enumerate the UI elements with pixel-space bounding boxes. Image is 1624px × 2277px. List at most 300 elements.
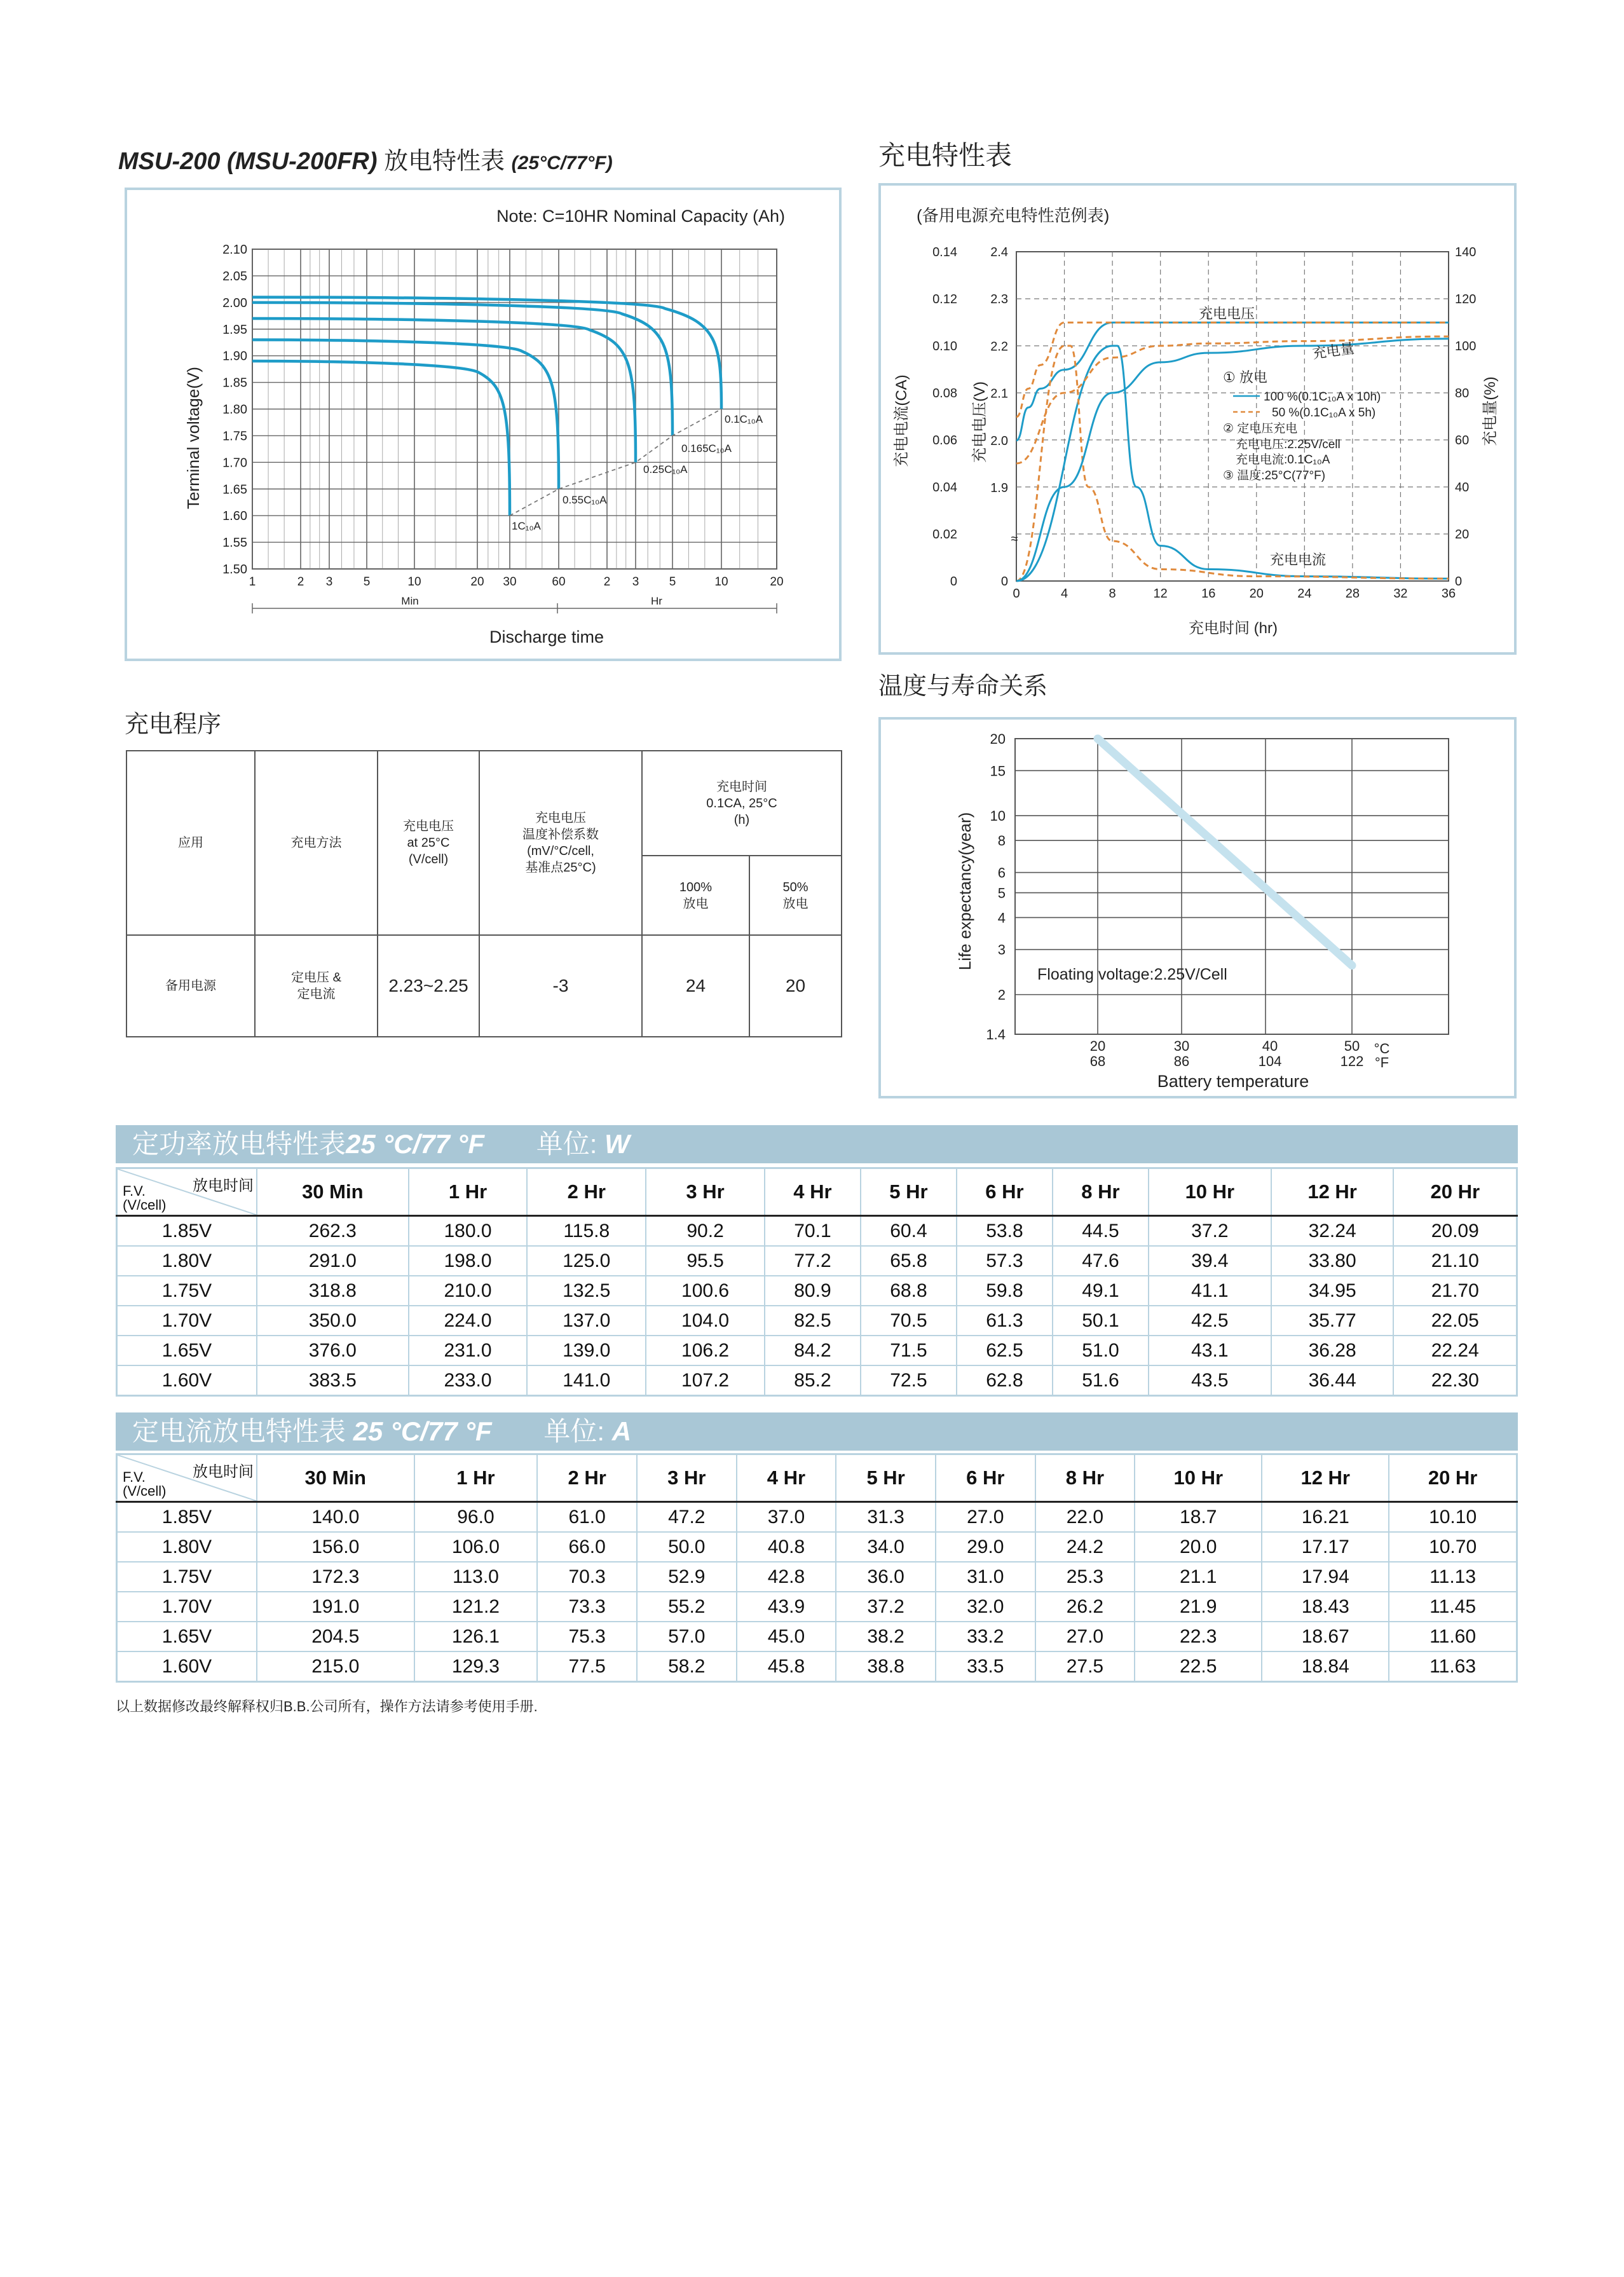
- value-cell: 22.3: [1135, 1622, 1262, 1651]
- value-cell: 34.0: [836, 1532, 936, 1562]
- value-cell: 37.2: [836, 1592, 936, 1622]
- power-unit: W: [604, 1129, 630, 1159]
- y-tick-label: 4: [997, 910, 1006, 926]
- y-tick-label: 1.4: [986, 1027, 1006, 1043]
- value-cell: 129.3: [414, 1651, 538, 1682]
- value-cell: 291.0: [257, 1246, 409, 1276]
- value-cell: 383.5: [257, 1365, 409, 1396]
- column-header: 2 Hr: [527, 1168, 646, 1216]
- final-voltage-cell: 1.70V: [117, 1306, 257, 1336]
- current-table-title: 定电流放电特性表: [132, 1416, 346, 1446]
- discharge-y-ticks: [222, 243, 247, 577]
- legend-cv-current: 充电电流:0.1C₁₀A: [1236, 453, 1330, 467]
- percent-tick-label: 60: [1455, 434, 1470, 448]
- value-cell: 40.8: [737, 1532, 836, 1562]
- value-cell: 22.0: [1035, 1502, 1135, 1533]
- column-header: 30 Min: [257, 1168, 409, 1216]
- value-cell: 18.7: [1135, 1502, 1262, 1533]
- current-tick-label: 0.14: [932, 245, 957, 259]
- value-cell: 262.3: [257, 1216, 409, 1247]
- voltage-tick-label: 0: [1000, 575, 1008, 589]
- x-tick-celsius: 30: [1173, 1038, 1190, 1054]
- value-cell: 47.2: [637, 1502, 737, 1533]
- value-cell: 115.8: [527, 1216, 646, 1247]
- celsius-unit: °C: [1374, 1041, 1390, 1056]
- y-tick-label: 1.85: [222, 376, 247, 390]
- value-cell: 70.1: [765, 1216, 861, 1247]
- value-cell: 22.24: [1393, 1336, 1517, 1365]
- power-table-band: [116, 1125, 1518, 1163]
- x-tick-label: 2: [297, 575, 304, 589]
- column-header: 6 Hr: [957, 1168, 1053, 1216]
- x-tick-celsius: 20: [1089, 1038, 1106, 1054]
- x-tick-label: 5: [363, 575, 371, 589]
- table-row: [117, 1651, 1517, 1682]
- value-cell: 233.0: [409, 1365, 528, 1396]
- value-cell: 45.0: [737, 1622, 836, 1651]
- value-cell: 85.2: [765, 1365, 861, 1396]
- percent-tick-label: 100: [1455, 339, 1477, 353]
- current-table: [116, 1453, 1518, 1683]
- value-cell: 350.0: [257, 1306, 409, 1336]
- column-header: 8 Hr: [1053, 1168, 1149, 1216]
- value-cell: 132.5: [527, 1276, 646, 1306]
- column-header: 20 Hr: [1393, 1168, 1517, 1216]
- value-cell: 68.8: [861, 1276, 957, 1306]
- legend-50: 50 %(0.1C₁₀A x 5h): [1272, 406, 1376, 420]
- value-cell: 38.8: [836, 1651, 936, 1682]
- percent-tick-label: 20: [1455, 528, 1470, 542]
- life-chart-frame: [878, 717, 1517, 1098]
- value-cell: 72.5: [861, 1365, 957, 1396]
- y-tick-label: 10: [990, 808, 1006, 824]
- table-row: [117, 1336, 1517, 1365]
- life-chart-title: 温度与寿命关系: [878, 673, 1048, 700]
- value-cell: 59.8: [957, 1276, 1053, 1306]
- charge-procedure-title: 充电程序: [125, 711, 222, 738]
- column-header: 8 Hr: [1035, 1454, 1135, 1502]
- x-tick-label: 12: [1153, 587, 1168, 601]
- y-tick-label: 1.65: [222, 482, 247, 497]
- x-tick-label: 10: [714, 575, 728, 589]
- value-cell: 42.5: [1149, 1306, 1271, 1336]
- cell-voltage: 2.23~2.25: [378, 935, 479, 1037]
- x-tick-celsius: 50: [1344, 1038, 1360, 1054]
- value-cell: 27.0: [1035, 1622, 1135, 1651]
- x-tick-label: 2: [603, 575, 611, 589]
- y-tick-label: 1.80: [222, 402, 247, 417]
- corner-header: [117, 1454, 257, 1502]
- value-cell: 49.1: [1053, 1276, 1149, 1306]
- power-unit-label: 单位:: [536, 1129, 597, 1159]
- final-voltage-cell: 1.85V: [117, 1216, 257, 1247]
- final-voltage-cell: 1.75V: [117, 1276, 257, 1306]
- x-tick-label: 60: [552, 575, 566, 589]
- value-cell: 31.3: [836, 1502, 936, 1533]
- table-row: [117, 1276, 1517, 1306]
- value-cell: 90.2: [646, 1216, 765, 1247]
- value-cell: 57.0: [637, 1622, 737, 1651]
- value-cell: 106.2: [646, 1336, 765, 1365]
- column-header: 4 Hr: [765, 1168, 861, 1216]
- value-cell: 11.45: [1389, 1592, 1517, 1622]
- x-tick-label: 20: [1249, 587, 1264, 601]
- value-cell: 70.3: [537, 1562, 637, 1592]
- column-header: 30 Min: [257, 1454, 414, 1502]
- final-voltage-cell: 1.65V: [117, 1336, 257, 1365]
- column-header: 1 Hr: [414, 1454, 538, 1502]
- axis-break-mark: ≈: [1011, 532, 1018, 546]
- current-table-band: [116, 1412, 1518, 1451]
- value-cell: 16.21: [1262, 1502, 1389, 1533]
- charge-chart: [881, 186, 1514, 652]
- curve-end-label: 1C₁₀A: [512, 520, 541, 532]
- header-100-discharge: 100% 放电: [642, 856, 749, 935]
- value-cell: 11.60: [1389, 1622, 1517, 1651]
- voltage-tick-label: 2.2: [990, 339, 1008, 354]
- column-header: 12 Hr: [1271, 1168, 1394, 1216]
- life-curve: [1098, 739, 1352, 966]
- life-ticks: [986, 731, 1389, 1070]
- value-cell: 107.2: [646, 1365, 765, 1396]
- final-voltage-cell: 1.85V: [117, 1502, 257, 1533]
- value-cell: 191.0: [257, 1592, 414, 1622]
- column-header: 5 Hr: [861, 1168, 957, 1216]
- x-tick-label: 5: [669, 575, 676, 589]
- voltage-tick-label: 2.3: [990, 292, 1008, 307]
- column-header: 4 Hr: [737, 1454, 836, 1502]
- value-cell: 26.2: [1035, 1592, 1135, 1622]
- value-cell: 210.0: [409, 1276, 528, 1306]
- charge-quantity-label: 充电量: [1311, 340, 1356, 362]
- value-cell: 198.0: [409, 1246, 528, 1276]
- charge-chart-frame: [878, 183, 1517, 655]
- x-tick-label: 10: [407, 575, 421, 589]
- value-cell: 121.2: [414, 1592, 538, 1622]
- value-cell: 204.5: [257, 1622, 414, 1651]
- value-cell: 84.2: [765, 1336, 861, 1365]
- value-cell: 38.2: [836, 1622, 936, 1651]
- charge-current-label: 充电电流: [1270, 552, 1327, 568]
- footnote: 以上数据修改最终解释权归B.B.公司所有，操作方法请参考使用手册.: [116, 1699, 538, 1714]
- value-cell: 44.5: [1053, 1216, 1149, 1247]
- value-cell: 18.67: [1262, 1622, 1389, 1651]
- y-tick-label: 20: [990, 731, 1006, 747]
- current-tick-label: 0: [950, 575, 957, 589]
- life-line: [1098, 739, 1352, 966]
- value-cell: 58.2: [637, 1651, 737, 1682]
- x-tick-label: 3: [325, 575, 333, 589]
- value-cell: 66.0: [537, 1532, 637, 1562]
- x-tick-label: 4: [1060, 587, 1068, 601]
- y-tick-label: 1.55: [222, 536, 247, 550]
- header-compensation: 充电电压 温度补偿系数 (mV/°C/cell, 基准点25°C): [479, 751, 642, 935]
- y-tick-label: 8: [997, 833, 1006, 849]
- value-cell: 24.2: [1035, 1532, 1135, 1562]
- value-cell: 140.0: [257, 1502, 414, 1533]
- charge-voltage-axis-label: 充电电压(V): [971, 381, 988, 463]
- power-table-temp: 25 °C/77 °F: [346, 1129, 485, 1159]
- value-cell: 77.5: [537, 1651, 637, 1682]
- value-cell: 104.0: [646, 1306, 765, 1336]
- value-cell: 31.0: [936, 1562, 1035, 1592]
- charge-chart-subtitle: (备用电源充电特性范例表): [917, 206, 1110, 225]
- value-cell: 215.0: [257, 1651, 414, 1682]
- discharge-chart-title: [118, 141, 613, 176]
- value-cell: 57.3: [957, 1246, 1053, 1276]
- x-tick-celsius: 40: [1262, 1038, 1278, 1054]
- value-cell: 32.0: [936, 1592, 1035, 1622]
- legend-temp: ③ 温度:25°C(77°F): [1223, 469, 1326, 482]
- x-tick-label: 20: [470, 575, 484, 589]
- y-tick-label: 1.50: [222, 563, 247, 577]
- value-cell: 37.2: [1149, 1216, 1271, 1247]
- value-cell: 41.1: [1149, 1276, 1271, 1306]
- charge-percent-axis-label: 充电量(%): [1482, 376, 1499, 446]
- header-50-discharge: 50% 放电: [749, 856, 842, 935]
- table-row: [117, 1622, 1517, 1651]
- value-cell: 47.6: [1053, 1246, 1149, 1276]
- value-cell: 70.5: [861, 1306, 957, 1336]
- y-tick-label: 5: [997, 885, 1006, 901]
- column-header: 5 Hr: [836, 1454, 936, 1502]
- value-cell: 22.05: [1393, 1306, 1517, 1336]
- plot-border: [1016, 252, 1449, 581]
- charge-voltage-label: 充电电压: [1199, 306, 1255, 322]
- column-header: 2 Hr: [537, 1454, 637, 1502]
- value-cell: 22.30: [1393, 1365, 1517, 1396]
- table-row: [117, 1592, 1517, 1622]
- value-cell: 29.0: [936, 1532, 1035, 1562]
- cell-time-100: 24: [642, 935, 749, 1037]
- value-cell: 45.8: [737, 1651, 836, 1682]
- corner-bottom-label: F.V. (V/cell): [123, 1183, 167, 1213]
- legend-cv: ② 定电压充电: [1223, 422, 1298, 435]
- y-tick-label: 1.70: [222, 456, 247, 470]
- y-tick-label: 2.00: [222, 296, 247, 310]
- value-cell: 43.1: [1149, 1336, 1271, 1365]
- life-chart: [881, 720, 1514, 1096]
- curve-end-label: 0.55C₁₀A: [563, 494, 607, 506]
- min-unit-label: Min: [401, 595, 419, 607]
- table-row: [117, 1502, 1517, 1533]
- discharge-curves: [252, 297, 721, 516]
- table-row: [117, 1562, 1517, 1592]
- current-tick-label: 0.02: [932, 528, 957, 542]
- value-cell: 100.6: [646, 1276, 765, 1306]
- x-tick-fahrenheit: 104: [1258, 1053, 1282, 1069]
- x-tick-label: 32: [1393, 587, 1408, 601]
- value-cell: 32.24: [1271, 1216, 1394, 1247]
- current-tick-label: 0.12: [932, 292, 957, 306]
- column-header: 12 Hr: [1262, 1454, 1389, 1502]
- value-cell: 36.0: [836, 1562, 936, 1592]
- x-tick-label: 8: [1109, 587, 1116, 601]
- value-cell: 224.0: [409, 1306, 528, 1336]
- current-tick-label: 0.08: [932, 386, 957, 400]
- voltage-tick-label: 1.9: [990, 481, 1008, 496]
- charge-procedure-table: [126, 750, 842, 1037]
- x-tick-label: 3: [632, 575, 639, 589]
- value-cell: 137.0: [527, 1306, 646, 1336]
- final-voltage-cell: 1.70V: [117, 1592, 257, 1622]
- corner-top-label: 放电时间: [193, 1177, 254, 1194]
- discharge-chart: [127, 190, 839, 659]
- final-voltage-cell: 1.75V: [117, 1562, 257, 1592]
- value-cell: 35.77: [1271, 1306, 1394, 1336]
- value-cell: 27.5: [1035, 1651, 1135, 1682]
- value-cell: 20.09: [1393, 1216, 1517, 1247]
- discharge-x-axis-label: Discharge time: [489, 627, 604, 646]
- value-cell: 50.1: [1053, 1306, 1149, 1336]
- value-cell: 22.5: [1135, 1651, 1262, 1682]
- value-cell: 11.13: [1389, 1562, 1517, 1592]
- y-tick-label: 3: [997, 941, 1006, 958]
- x-tick-label: 28: [1345, 587, 1360, 601]
- value-cell: 55.2: [637, 1592, 737, 1622]
- percent-tick-label: 120: [1455, 292, 1477, 306]
- value-cell: 18.84: [1262, 1651, 1389, 1682]
- legend-100: 100 %(0.1C₁₀A x 10h): [1264, 390, 1381, 404]
- plot-border: [1015, 739, 1449, 1034]
- discharge-curve: [252, 361, 510, 516]
- current-unit-label: 单位:: [543, 1416, 605, 1446]
- final-voltage-cell: 1.65V: [117, 1622, 257, 1651]
- column-header: 3 Hr: [637, 1454, 737, 1502]
- charge-legend: [1223, 369, 1381, 482]
- value-cell: 43.5: [1149, 1365, 1271, 1396]
- current-unit: A: [611, 1416, 632, 1446]
- y-tick-label: 2: [997, 987, 1006, 1003]
- curve-end-label: 0.25C₁₀A: [643, 463, 688, 475]
- legend-cv-voltage: 充电电压:2.25V/cell: [1236, 438, 1341, 451]
- current-tick-label: 0.06: [932, 434, 957, 448]
- header-voltage: 充电电压 at 25°C (V/cell): [378, 751, 479, 935]
- charge-curves: [1016, 322, 1449, 581]
- charge-x-axis-label: 充电时间 (hr): [1189, 620, 1278, 637]
- value-cell: 172.3: [257, 1562, 414, 1592]
- value-cell: 17.17: [1262, 1532, 1389, 1562]
- discharge-chart-frame: [125, 188, 842, 661]
- x-tick-label: 16: [1201, 587, 1216, 601]
- value-cell: 52.9: [637, 1562, 737, 1592]
- legend-discharge: ① 放电: [1223, 369, 1267, 385]
- percent-tick-label: 40: [1455, 481, 1470, 495]
- value-cell: 20.0: [1135, 1532, 1262, 1562]
- x-tick-fahrenheit: 68: [1089, 1053, 1106, 1069]
- value-cell: 60.4: [861, 1216, 957, 1247]
- column-header: 10 Hr: [1135, 1454, 1262, 1502]
- power-table: [116, 1167, 1518, 1397]
- discharge-title-temp: (25°C/77°F): [511, 153, 613, 174]
- chart-note: Note: C=10HR Nominal Capacity (Ah): [496, 207, 785, 226]
- x-tick-label: 20: [770, 575, 784, 589]
- value-cell: 75.3: [537, 1622, 637, 1651]
- percent-tick-label: 0: [1455, 575, 1463, 589]
- value-cell: 43.9: [737, 1592, 836, 1622]
- value-cell: 141.0: [527, 1365, 646, 1396]
- value-cell: 21.1: [1135, 1562, 1262, 1592]
- table-row: [117, 1246, 1517, 1276]
- cell-time-50: 20: [749, 935, 842, 1037]
- corner-bottom-label: F.V. (V/cell): [123, 1469, 167, 1499]
- current-table-temp: 25 °C/77 °F: [353, 1416, 492, 1446]
- life-grid: [1015, 739, 1449, 1034]
- value-cell: 53.8: [957, 1216, 1053, 1247]
- value-cell: 80.9: [765, 1276, 861, 1306]
- value-cell: 33.2: [936, 1622, 1035, 1651]
- curve-end-label: 0.1C₁₀A: [725, 413, 763, 425]
- charge-chart-title: 充电特性表: [878, 140, 1013, 170]
- value-cell: 95.5: [646, 1246, 765, 1276]
- current-tick-label: 0.10: [932, 339, 957, 353]
- column-header: 1 Hr: [409, 1168, 528, 1216]
- y-tick-label: 1.90: [222, 349, 247, 364]
- value-cell: 33.80: [1271, 1246, 1394, 1276]
- y-tick-label: 6: [997, 865, 1006, 881]
- value-cell: 39.4: [1149, 1246, 1271, 1276]
- y-tick-label: 2.10: [222, 243, 247, 257]
- table-row: [117, 1365, 1517, 1396]
- final-voltage-cell: 1.60V: [117, 1651, 257, 1682]
- cell-application: 备用电源: [126, 935, 255, 1037]
- x-tick-label: 0: [1013, 587, 1020, 601]
- value-cell: 82.5: [765, 1306, 861, 1336]
- y-tick-label: 15: [990, 763, 1006, 779]
- cell-method: 定电压 & 定电流: [255, 935, 378, 1037]
- value-cell: 34.95: [1271, 1276, 1394, 1306]
- value-cell: 10.10: [1389, 1502, 1517, 1533]
- life-x-axis-label: Battery temperature: [1157, 1072, 1309, 1091]
- value-cell: 11.63: [1389, 1651, 1517, 1682]
- corner-header: [117, 1168, 257, 1216]
- value-cell: 180.0: [409, 1216, 528, 1247]
- value-cell: 17.94: [1262, 1562, 1389, 1592]
- floating-voltage-note: Floating voltage:2.25V/Cell: [1037, 966, 1227, 983]
- value-cell: 71.5: [861, 1336, 957, 1365]
- cell-compensation: -3: [479, 935, 642, 1037]
- discharge-curve: [252, 297, 721, 409]
- value-cell: 25.3: [1035, 1562, 1135, 1592]
- x-tick-label: 24: [1297, 587, 1312, 601]
- voltage-tick-label: 2.0: [990, 434, 1008, 448]
- x-tick-label: 1: [249, 575, 256, 589]
- value-cell: 36.28: [1271, 1336, 1394, 1365]
- curve-end-label: 0.165C₁₀A: [681, 442, 732, 455]
- value-cell: 61.3: [957, 1306, 1053, 1336]
- value-cell: 73.3: [537, 1592, 637, 1622]
- fahrenheit-unit: °F: [1374, 1055, 1389, 1070]
- discharge-title-cn: 放电特性表: [384, 148, 505, 175]
- y-tick-label: 2.05: [222, 269, 247, 284]
- column-header: 3 Hr: [646, 1168, 765, 1216]
- value-cell: 42.8: [737, 1562, 836, 1592]
- value-cell: 51.0: [1053, 1336, 1149, 1365]
- table-row: [117, 1306, 1517, 1336]
- corner-top-label: 放电时间: [193, 1463, 254, 1480]
- value-cell: 77.2: [765, 1246, 861, 1276]
- model-name: MSU-200 (MSU-200FR): [118, 148, 378, 175]
- column-header: 6 Hr: [936, 1454, 1035, 1502]
- value-cell: 51.6: [1053, 1365, 1149, 1396]
- hr-unit-label: Hr: [651, 595, 662, 607]
- power-table-title: 定功率放电特性表: [132, 1129, 346, 1159]
- value-cell: 27.0: [936, 1502, 1035, 1533]
- discharge-x-ticks: [249, 575, 784, 589]
- header-charge-time: 充电时间 0.1CA, 25°C (h): [642, 751, 842, 856]
- y-tick-label: 1.75: [222, 429, 247, 444]
- value-cell: 33.5: [936, 1651, 1035, 1682]
